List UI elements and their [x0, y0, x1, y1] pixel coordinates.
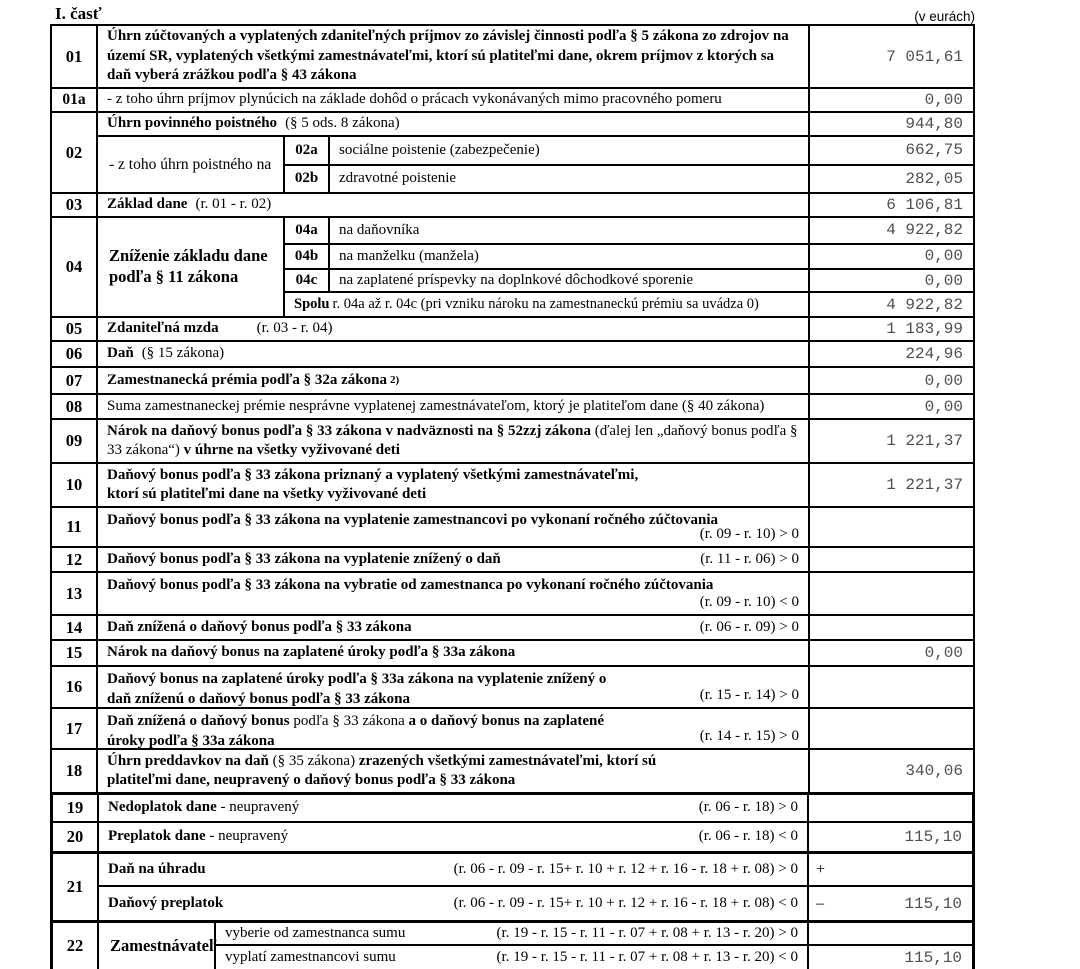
row-02-number: 02 [52, 113, 98, 192]
row-22a-formula: (r. 19 - r. 15 - r. 11 - r. 07 + r. 08 + r. 13 - r. 20) > 0 [496, 924, 798, 941]
row-21a-sign: + [816, 860, 826, 878]
row-04a-number: 04a [285, 218, 330, 243]
row-01 [52, 26, 973, 89]
row-16-number: 16 [52, 667, 98, 707]
row-21-number: 21 [53, 854, 99, 920]
row-11-formula: (r. 09 - r. 10) > 0 [699, 525, 799, 542]
row-17-text-3: a o daňový bonus na zaplatené úroky podľa § 33a zákona [107, 713, 605, 748]
row-12-value [810, 548, 973, 571]
row-04c-number: 04c [285, 270, 330, 291]
row-13-value [810, 573, 973, 614]
row-20-note: - neupravený [209, 828, 289, 845]
row-21a-text: Daň na úhradu [108, 860, 206, 877]
row-02-value: 944,80 [905, 115, 963, 133]
form-header [50, 4, 975, 24]
row-04b-number: 04b [285, 245, 330, 269]
row-12-formula: (r. 11 - r. 06) > 0 [700, 550, 799, 567]
row-14-number: 14 [52, 616, 98, 639]
row-19-value [809, 795, 972, 821]
row-22b-value: 115,10 [904, 948, 962, 967]
row-17-number: 17 [52, 709, 98, 748]
row-04b-value: 0,00 [924, 247, 963, 266]
row-18-text-2: (§ 35 zákona) [272, 752, 356, 769]
row-03-number: 03 [52, 194, 98, 216]
row-01-number: 01 [52, 26, 98, 87]
row-04a-value: 4 922,82 [886, 221, 963, 240]
row-11-text: Daňový bonus podľa § 33 zákona na vyplatenie zamestnancovi po vykonaní ročného zúčtovania [107, 512, 719, 528]
row-21b-formula: (r. 06 - r. 09 - r. 15+ r. 10 + r. 12 + r. 16 - r. 18 + r. 08) < 0 [453, 894, 798, 911]
row-04-spolu-label: Spolu [294, 296, 330, 313]
row-08-text: Suma zamestnaneckej prémie nesprávne vyplatenej zamestnávateľom, ktorý je platiteľom dane (§ 40 zákona) [107, 397, 765, 414]
row-22-group [53, 923, 972, 969]
row-15-value: 0,00 [924, 644, 963, 662]
row-17-text-2: podľa § 33 zákona [293, 713, 405, 729]
row-07-number: 07 [52, 368, 98, 393]
row-05-text: Zdaniteľná mzda [107, 320, 219, 337]
row-21b-sign: – [816, 894, 824, 912]
row-01a [52, 89, 973, 113]
row-03-note: (r. 01 - r. 02) [195, 196, 272, 213]
row-17 [52, 709, 973, 750]
row-01-value: 7 051,61 [886, 47, 963, 66]
row-21b-text: Daňový preplatok [108, 894, 224, 911]
row-09-number: 09 [52, 420, 98, 462]
row-18-text-1: Úhrn preddavkov na daň [107, 752, 269, 769]
row-22a-value [809, 923, 972, 944]
row-04-group [52, 218, 973, 318]
row-04b-text: na manželku (manžela) [339, 247, 479, 264]
row-13-text: Daňový bonus podľa § 33 zákona na vybratie od zamestnanca po vykonaní ročného zúčtovania [107, 577, 714, 593]
row-06-number: 06 [52, 342, 98, 366]
row-19-text: Nedoplatok dane [108, 799, 217, 816]
row-09 [52, 420, 973, 464]
row-11-value [810, 508, 973, 546]
row-06-value: 224,96 [905, 345, 963, 363]
row-02b-number: 02b [285, 166, 330, 193]
row-20-text: Preplatok dane [108, 828, 206, 845]
row-17-text-1: Daň znížená o daňový bonus [107, 713, 290, 729]
row-13 [52, 573, 973, 616]
row-08-value: 0,00 [924, 397, 963, 416]
row-12-text: Daňový bonus podľa § 33 zákona na vyplatenie znížený o daň [107, 550, 501, 567]
row-16-formula: (r. 15 - r. 14) > 0 [699, 686, 799, 703]
row-09-text-1: Nárok na daňový bonus podľa § 33 zákona v nadväznosti na § 52zzj zákona [107, 422, 591, 439]
row-03-value: 6 106,81 [886, 196, 963, 214]
row-17-value [810, 709, 973, 748]
row-19-number: 19 [53, 795, 99, 821]
row-12 [52, 548, 973, 573]
row-18-value: 340,06 [905, 762, 963, 780]
row-21-group [53, 854, 972, 920]
block-22 [50, 923, 975, 969]
row-10-value: 1 221,37 [886, 476, 963, 494]
currency-note: (v eurách) [914, 9, 975, 24]
row-02-head-text: Úhrn povinného poistného [107, 115, 278, 132]
part-title: I. časť [55, 4, 102, 23]
row-14-formula: (r. 06 - r. 09) > 0 [699, 618, 799, 635]
row-09-text-3: v úhrne na všetky vyživované deti [183, 442, 400, 458]
row-13-formula: (r. 09 - r. 10) < 0 [699, 593, 799, 610]
row-04-spolu-value: 4 922,82 [886, 295, 963, 314]
row-13-number: 13 [52, 573, 98, 614]
row-01-text: Úhrn zúčtovaných a vyplatených zdaniteľných príjmov zo závislej činnosti podľa § 5 zákona zo zdrojov na území SR, vyplatených všetkými zamestnávateľmi, ktorí sú platiteľmi dane, okrem príjmov z ktorých sa daň vyberá zrážkou podľa § 43 zákona [107, 28, 789, 84]
row-07-text: Zamestnanecká prémia podľa § 32a zákona [107, 371, 387, 388]
row-01a-value: 0,00 [924, 91, 963, 109]
row-18-text-3: zrazených všetkými zamestnávateľmi, ktorí sú platiteľmi dane, neupravený o daňový bonus podľa § 33 zákona [107, 752, 657, 788]
row-15 [52, 641, 973, 667]
row-21b-value: 115,10 [904, 894, 962, 913]
row-16 [52, 667, 973, 709]
block-19-20 [50, 792, 975, 854]
row-19-formula: (r. 06 - r. 18) > 0 [698, 799, 798, 816]
row-01a-number: 01a [52, 89, 98, 111]
row-02-sublabel: - z toho úhrn poistného na [98, 137, 285, 192]
row-18 [52, 750, 973, 792]
row-17-formula: (r. 14 - r. 15) > 0 [699, 727, 799, 744]
row-02-group [52, 113, 973, 194]
row-20-value: 115,10 [904, 828, 962, 846]
row-14-value [810, 616, 973, 639]
row-06 [52, 342, 973, 368]
row-02-head-note: (§ 5 ods. 8 zákona) [285, 115, 400, 132]
row-05-note: (r. 03 - r. 04) [256, 320, 333, 337]
row-08-number: 08 [52, 395, 98, 418]
row-10-number: 10 [52, 464, 98, 506]
row-04c-text: na zaplatené príspevky na doplnkové dôchodkové sporenie [339, 271, 694, 288]
row-04c-value: 0,00 [924, 271, 963, 290]
row-14-text: Daň znížená o daňový bonus podľa § 33 zákona [107, 618, 412, 635]
row-14 [52, 616, 973, 641]
row-19-note: - neupravený [220, 799, 300, 816]
row-07-footnote-ref: 2) [389, 374, 400, 387]
row-20-formula: (r. 06 - r. 18) < 0 [698, 828, 798, 845]
row-03 [52, 194, 973, 218]
row-22-number: 22 [53, 923, 99, 969]
row-10 [52, 464, 973, 508]
row-04-number: 04 [52, 218, 98, 316]
row-02b-text: zdravotné poistenie [339, 170, 457, 186]
row-04a-text: na daňovníka [339, 221, 420, 238]
row-15-text: Nárok na daňový bonus na zaplatené úroky podľa § 33a zákona [107, 644, 516, 661]
row-18-number: 18 [52, 750, 98, 792]
row-02a-value: 662,75 [905, 141, 963, 160]
row-07 [52, 368, 973, 395]
form-table [50, 24, 975, 969]
row-02a-number: 02a [285, 137, 330, 164]
row-05-value: 1 183,99 [886, 320, 963, 338]
row-06-note: (§ 15 zákona) [141, 345, 225, 362]
row-04-label: Zníženie základu dane podľa § 11 zákona [98, 218, 285, 316]
row-16-value [810, 667, 973, 707]
row-05-number: 05 [52, 318, 98, 340]
row-02a-text: sociálne poistenie (zabezpečenie) [339, 141, 540, 158]
row-04-spolu-text: r. 04a až r. 04c (pri vzniku nároku na zamestnaneckú prémiu sa uvádza 0) [332, 296, 759, 313]
row-01a-text: - z toho úhrn príjmov plynúcich na základe dohôd o prácach vykonávaných mimo pracovného pomeru [107, 91, 722, 108]
row-06-text: Daň [107, 345, 134, 362]
row-16-text: Daňový bonus na zaplatené úroky podľa § 33a zákona na vyplatenie znížený o daň zníženú o daňový bonus podľa § 33 zákona [107, 671, 607, 707]
row-22b-text: vyplatí zamestnancovi sumu [225, 948, 396, 965]
block-21 [50, 854, 975, 923]
row-20-number: 20 [53, 823, 99, 851]
row-03-text: Základ dane [107, 196, 188, 213]
row-02b-value: 282,05 [905, 169, 963, 188]
row-05 [52, 318, 973, 342]
row-12-number: 12 [52, 548, 98, 571]
row-20 [53, 823, 972, 851]
row-22a-text: vyberie od zamestnanca sumu [225, 924, 406, 941]
row-10-text: Daňový bonus podľa § 33 zákona priznaný a vyplatený všetkými zamestnávateľmi, ktorí sú platiteľmi dane na všetky vyživované deti [107, 466, 639, 502]
row-11-number: 11 [52, 508, 98, 546]
row-09-text-2: (ďalej len „daňový bonus podľa § 33 zákona“) [107, 422, 798, 458]
row-09-value: 1 221,37 [886, 432, 963, 450]
row-15-number: 15 [52, 641, 98, 665]
row-08 [52, 395, 973, 420]
row-21a-formula: (r. 06 - r. 09 - r. 15+ r. 10 + r. 12 + r. 16 - r. 18 + r. 08) > 0 [453, 860, 798, 877]
row-11 [52, 508, 973, 548]
row-22-label: Zamestnávateľ [99, 923, 216, 969]
row-07-value: 0,00 [924, 371, 963, 390]
row-22b-formula: (r. 19 - r. 15 - r. 11 - r. 07 + r. 08 + r. 13 - r. 20) < 0 [496, 948, 798, 965]
row-19 [53, 795, 972, 823]
